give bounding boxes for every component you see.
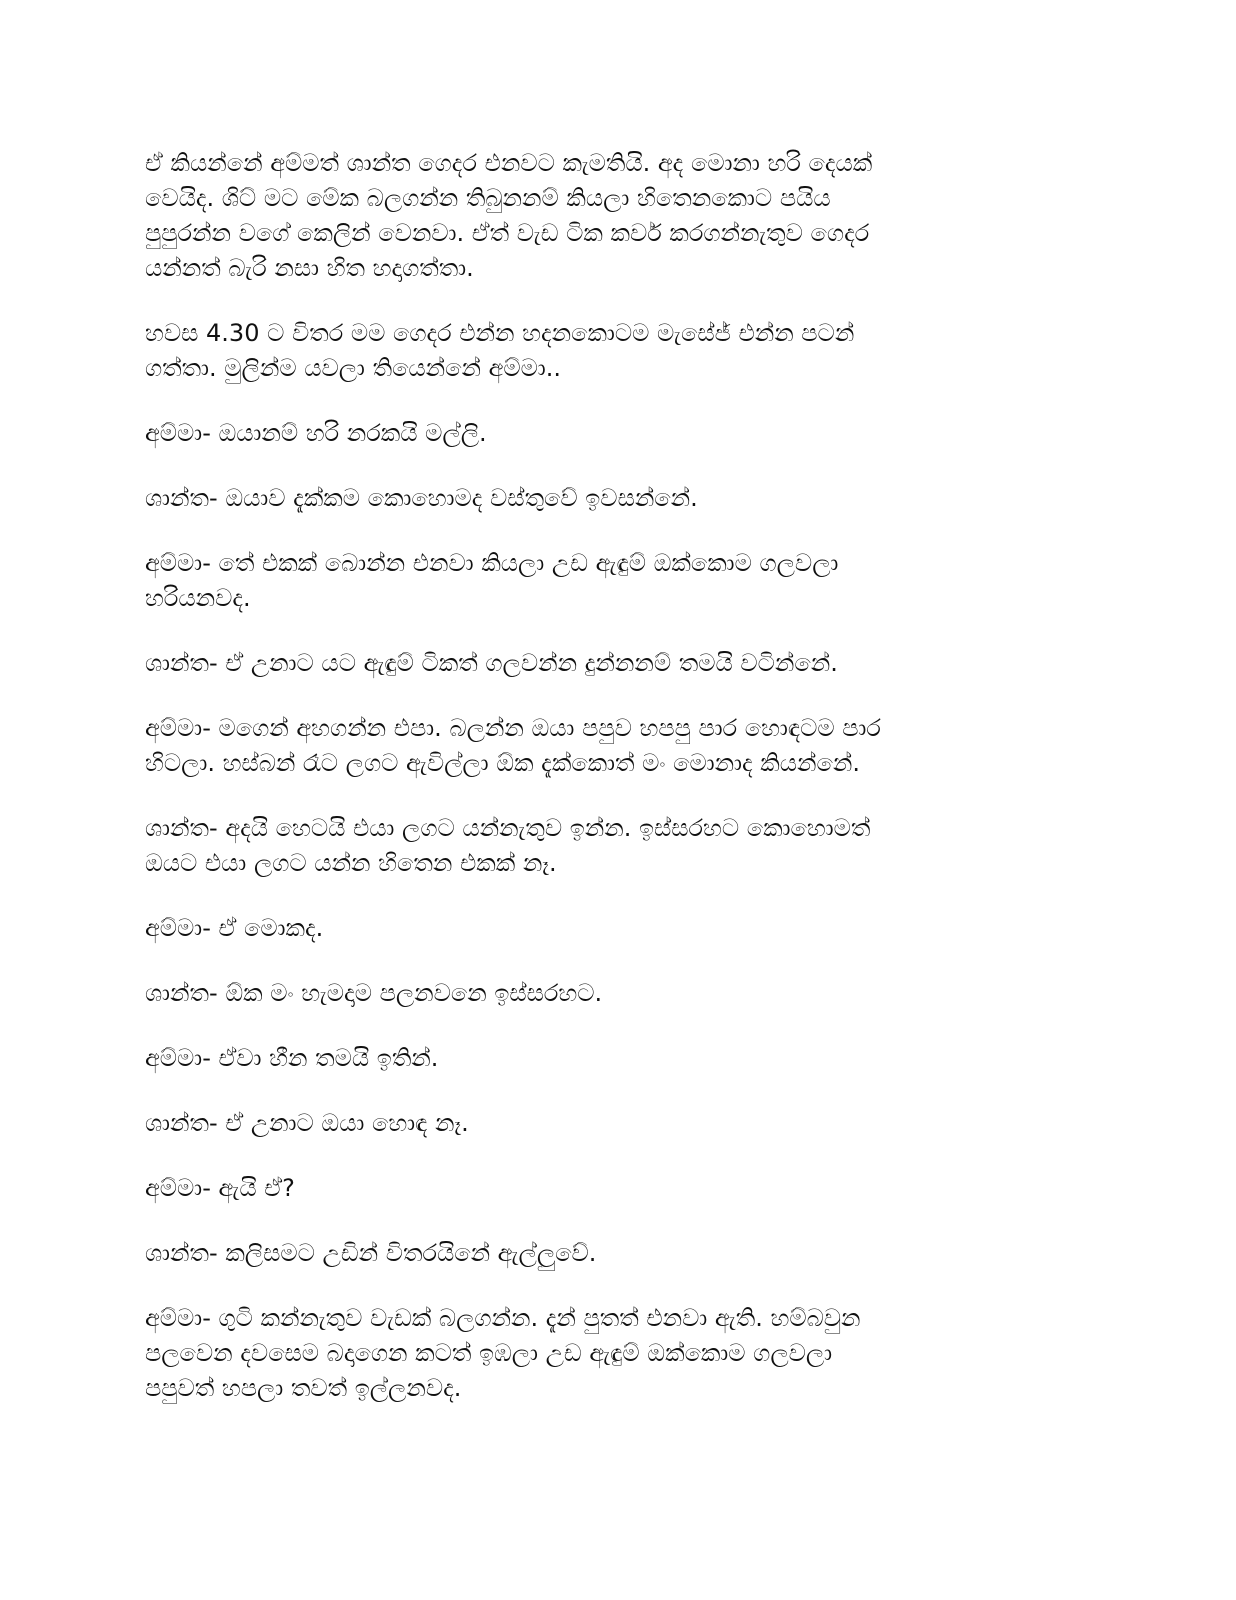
text-line: පලවෙන දවසෙම බදාගෙන කටත් ඉඹලා උඩ ඇඳුම් ඔක්කොම ගලවලා [145, 1339, 833, 1367]
dialogue-line [145, 481, 1050, 516]
text-line: ශාන්ත- ඔයාව දැක්කම කොහොමද වස්තුවේ ඉවසන්නේ. [145, 484, 698, 512]
dialogue-line [145, 711, 1050, 781]
text-line: පුපුරන්න වගේ කෙලින් වෙනවා. ඒත් වැඩ ටික කවර් කරගන්නැතුව ගෙදර [145, 219, 870, 247]
dialogue-line [145, 546, 1050, 616]
dialogue-line [145, 976, 1050, 1011]
text-line: යන්නත් බැරි නසා හිත හදාගත්තා. [145, 254, 474, 282]
text-line: අම්මා- ඔයානම් හරි නරකයි මල්ලි. [145, 419, 487, 447]
text-line: ශාන්ත- අදයි හෙටයි එයා ලගට යන්නැතුව ඉන්න. ඉස්සරහට කොහොමත් [145, 814, 871, 842]
text-line: ඔයට එයා ලගට යන්න හිතෙන එකක් නෑ. [145, 849, 557, 877]
dialogue-line [145, 1171, 1050, 1206]
text-line: වෙයිද. ශිට් මට මේක බලගන්න තිබුනනම් කියලා හිතෙනකොට පයිය [145, 184, 831, 212]
dialogue-line [145, 1041, 1050, 1076]
text-line: අම්මා- ඒ මොකද. [145, 914, 324, 942]
text-line: හරියනවද. [145, 584, 251, 612]
dialogue-line [145, 1236, 1050, 1271]
text-line: අම්මා- ගුටි කන්නැතුව වැඩක් බලගන්න. දැන් පුතත් එනවා ඇති. හම්බවුන [145, 1304, 861, 1332]
text-line: ඒ කියන්නේ අම්මත් ශාන්ත ගෙදර එනවට කැමතියි. අද මොනා හරි දෙයක් [145, 149, 873, 177]
text-line: හවස 4.30 ට විතර මම ගෙදර එන්න හදනකොටම මැසේජ් එන්න පටන් [145, 319, 855, 347]
text-line: ශාන්ත- ඒ උනාට යට ඇඳුම් ටිකත් ගලවන්න දුන්නනම් තමයි වටින්නේ. [145, 649, 838, 677]
text-line: හිටලා. හස්බන් රෑට ලගට ඇවිල්ලා ඕක දැක්කොත් මං මොනාද කියන්නේ. [145, 749, 860, 777]
paragraph-2 [145, 316, 1050, 386]
story-text [145, 146, 1050, 1436]
text-line: ශාන්ත- කලිසමට උඩින් විතරයිනේ ඇල්ලුවේ. [145, 1239, 597, 1267]
dialogue-line [145, 1301, 1050, 1406]
text-line: අම්මා- ඒවා හීන තමයි ඉතින්. [145, 1044, 439, 1072]
dialogue-line [145, 646, 1050, 681]
paragraph-1 [145, 146, 1050, 286]
dialogue-line [145, 416, 1050, 451]
dialogue-line [145, 911, 1050, 946]
text-line: අම්මා- මගෙන් අහගන්න එපා. බලන්න ඔයා පපුව හපපු පාර හොඳටම පාර [145, 714, 881, 742]
text-line: අම්මා- තේ එකක් බොන්න එනවා කියලා උඩ ඇඳුම් ඔක්කොම ගලවලා [145, 549, 839, 577]
text-line: ශාන්ත- ඒ උනාට ඔයා හොඳ නෑ. [145, 1109, 469, 1137]
text-line: ශාන්ත- ඕක මං හැමදාම පලනවනෙ ඉස්සරහට. [145, 979, 603, 1007]
text-line: පපුවත් හපලා තවත් ඉල්ලනවද. [145, 1374, 462, 1402]
dialogue-line [145, 1106, 1050, 1141]
text-line: අම්මා- ඇයි ඒ? [145, 1174, 295, 1202]
text-line: ගත්තා. මුලින්ම යවලා තියෙන්නේ අම්මා.. [145, 354, 562, 382]
dialogue-line [145, 811, 1050, 881]
